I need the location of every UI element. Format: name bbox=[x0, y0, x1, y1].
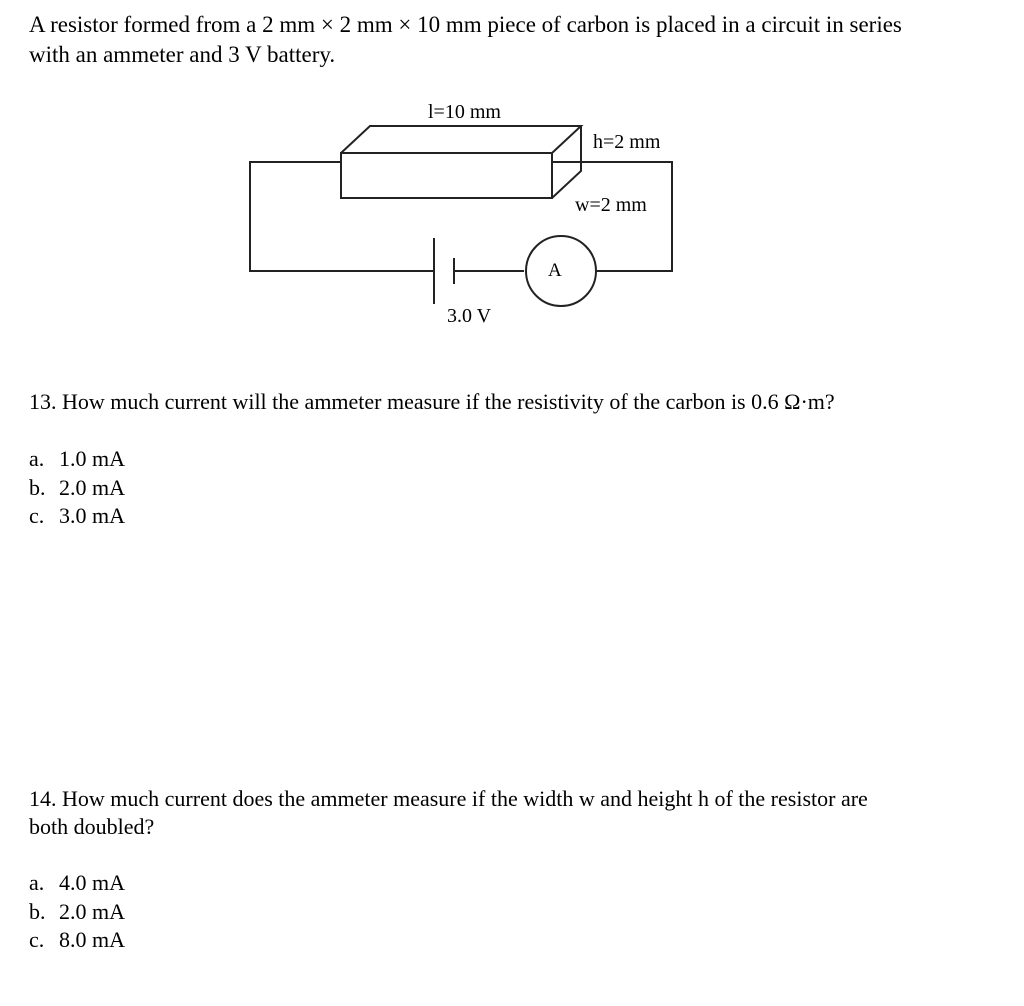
resistor-top-face bbox=[341, 126, 581, 153]
option-letter: b. bbox=[29, 898, 46, 924]
option-letter: c. bbox=[29, 927, 45, 952]
length-label: l=10 mm bbox=[428, 101, 501, 123]
option-item bbox=[29, 926, 125, 955]
circuit-diagram bbox=[0, 0, 1024, 360]
width-label: w=2 mm bbox=[575, 194, 647, 216]
height-label: h=2 mm bbox=[593, 131, 661, 153]
question-14-options bbox=[29, 869, 125, 955]
option-text: 8.0 mA bbox=[59, 927, 125, 952]
option-item bbox=[29, 502, 125, 531]
option-item bbox=[29, 474, 125, 503]
option-text: 2.0 mA bbox=[59, 474, 125, 500]
option-item bbox=[29, 445, 125, 474]
question-13-options bbox=[29, 445, 125, 531]
question-14-text-line-2: both doubled? bbox=[29, 814, 155, 839]
option-text: 1.0 mA bbox=[59, 446, 125, 471]
option-item bbox=[29, 898, 125, 927]
option-text: 4.0 mA bbox=[59, 870, 125, 895]
option-letter: a. bbox=[29, 870, 45, 895]
intro-line-1: A resistor formed from a 2 mm × 2 mm × 10 mm piece of carbon is placed in a circuit in series bbox=[29, 12, 902, 37]
battery-label: 3.0 V bbox=[447, 305, 492, 327]
option-text: 2.0 mA bbox=[59, 898, 125, 924]
question-14-text-line-1: 14. How much current does the ammeter measure if the width w and height h of the resistor are bbox=[29, 786, 868, 811]
question-13-text: 13. How much current will the ammeter measure if the resistivity of the carbon is 0.6 Ω·m? bbox=[29, 389, 835, 414]
question-14 bbox=[29, 785, 999, 841]
option-text: 3.0 mA bbox=[59, 503, 125, 528]
intro-line-2: with an ammeter and 3 V battery. bbox=[29, 42, 336, 67]
wire-right bbox=[552, 162, 672, 271]
option-letter: a. bbox=[29, 446, 45, 471]
ammeter-label: A bbox=[548, 260, 562, 281]
question-13 bbox=[29, 388, 999, 416]
option-item bbox=[29, 869, 125, 898]
resistor-front-face bbox=[341, 153, 552, 198]
option-letter: b. bbox=[29, 474, 46, 500]
option-letter: c. bbox=[29, 503, 45, 528]
